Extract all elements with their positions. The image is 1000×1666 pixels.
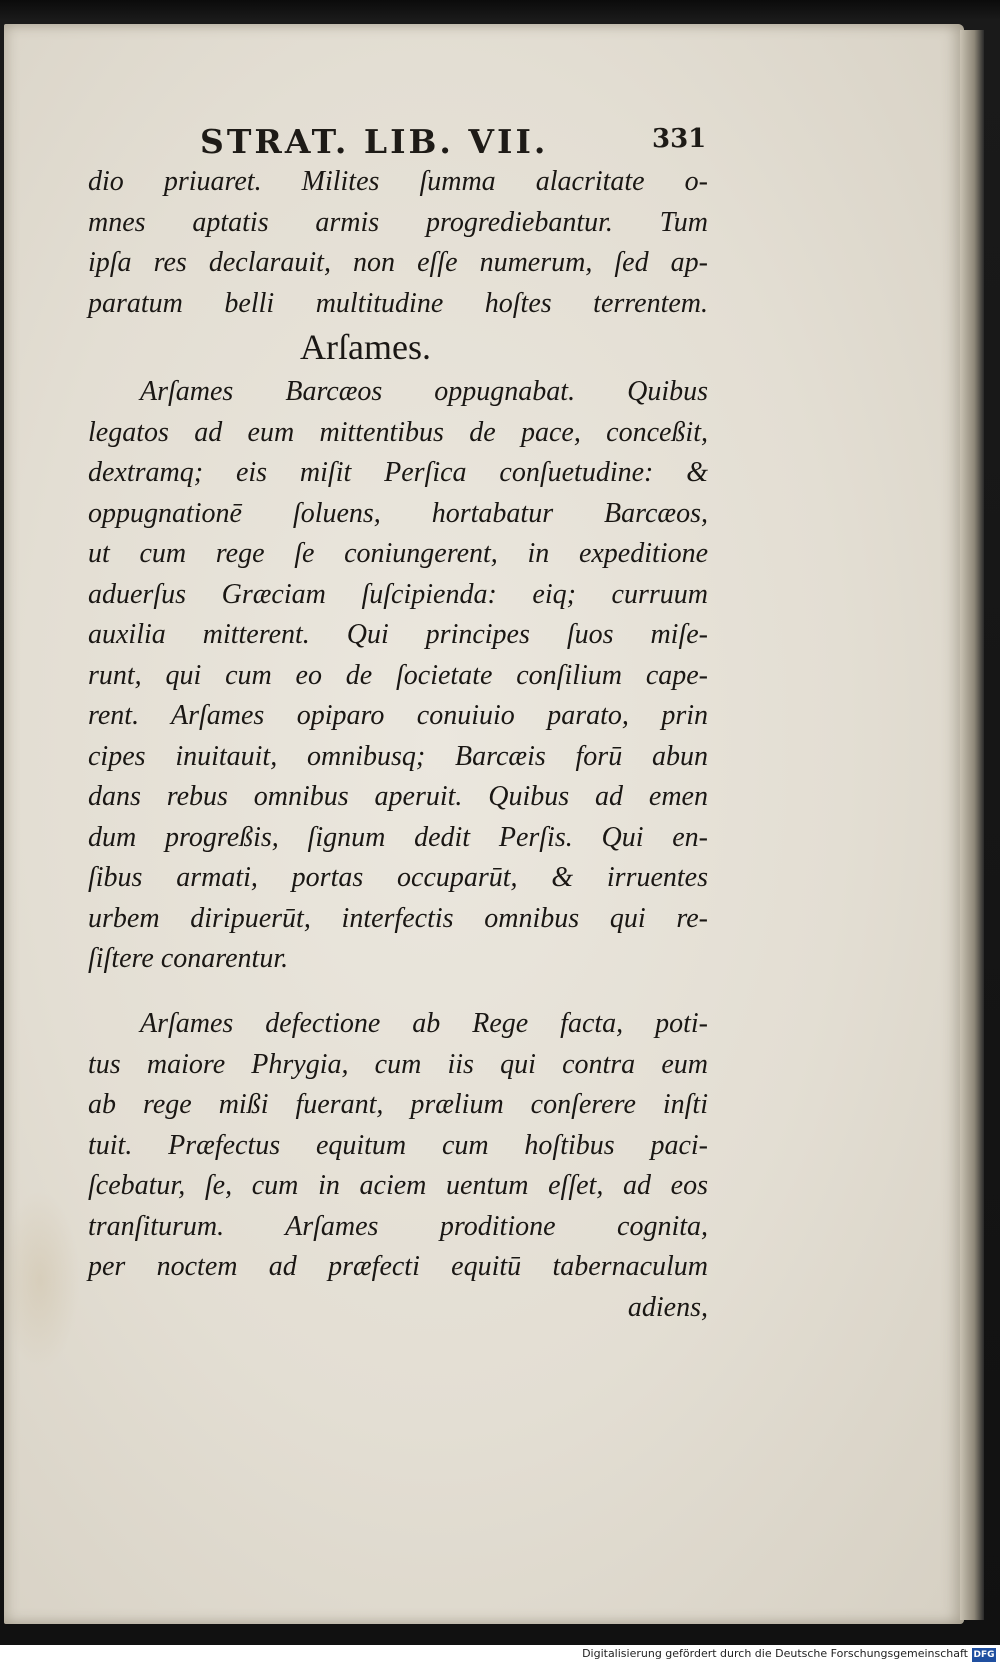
text-line: Arſames defectione ab Rege facta, poti- (140, 1008, 708, 1039)
dfg-logo: DFG (973, 1650, 995, 1660)
text-line: legatos ad eum mittentibus de pace, conceßit, (88, 416, 708, 448)
page-number: 331 (652, 124, 707, 154)
text-line: paratum belli multitudine hoſtes terrentem. (88, 287, 708, 319)
text-line: rent. Arſames opiparo conuiuio parato, prin (88, 700, 708, 731)
text-line: auxilia mitterent. Qui principes ſuos miſe- (88, 619, 708, 650)
text-line: Arſames Barcæos oppugnabat. Quibus (140, 376, 708, 407)
continuation-text (88, 162, 708, 324)
text-line: aduerſus Græciam ſuſcipienda: eiq; curruum (88, 578, 708, 610)
paper-stain (0, 1190, 80, 1370)
text-line: oppugnationē ſoluens, hortabatur Barcæos, (88, 497, 708, 529)
page-edge (960, 30, 984, 1620)
digitization-footer (0, 1645, 1000, 1666)
text-line: dio priuaret. Milites ſumma alacritate o- (88, 166, 708, 197)
running-title: STRAT. LIB. VII. (200, 122, 549, 161)
text-line: ab rege mißi fuerant, prælium conſerere inſti (88, 1089, 708, 1120)
catchword: adiens, (627, 1291, 708, 1323)
text-line: dans rebus omnibus aperuit. Quibus ad emen (88, 781, 708, 812)
paragraph-2 (88, 1004, 708, 1328)
text-line: runt, qui cum eo de ſocietate conſilium cape- (88, 659, 708, 691)
text-line: ſiſtere conarentur. (88, 943, 289, 974)
text-line: ſcebatur, ſe, cum in aciem uentum eſſet, ad eos (88, 1170, 708, 1201)
text-line: urbem diripuerūt, interfectis omnibus qui re- (88, 902, 708, 934)
text-line: tranſiturum. Arſames proditione cognita, (88, 1210, 708, 1242)
text-line: dum progreßis, ſignum dedit Perſis. Qui en- (88, 821, 708, 853)
text-line: cipes inuitauit, omnibusq; Barcæis forū abun (88, 740, 708, 772)
section-heading: Arſames. (300, 327, 431, 367)
text-line: mnes aptatis armis progrediebantur. Tum (88, 206, 708, 238)
text-line: dextramq; eis miſit Perſica conſuetudine: & (88, 457, 708, 488)
text-line: per noctem ad præfecti equitū tabernaculum (88, 1251, 708, 1282)
running-header (200, 122, 707, 161)
text-line: ut cum rege ſe coniungerent, in expeditione (88, 538, 708, 569)
footer-credit: Digitalisierung gefördert durch die Deutsche Forschungsgemeinschaft (582, 1647, 968, 1660)
text-line: ipſa res declarauit, non eſſe numerum, ſed ap- (88, 247, 708, 278)
text-line: tus maiore Phrygia, cum iis qui contra eum (88, 1048, 708, 1080)
text-line: tuit. Præfectus equitum cum hoſtibus paci- (88, 1129, 708, 1161)
text-line: ſibus armati, portas occuparūt, & irruentes (88, 862, 708, 893)
paragraph-1 (88, 372, 708, 980)
